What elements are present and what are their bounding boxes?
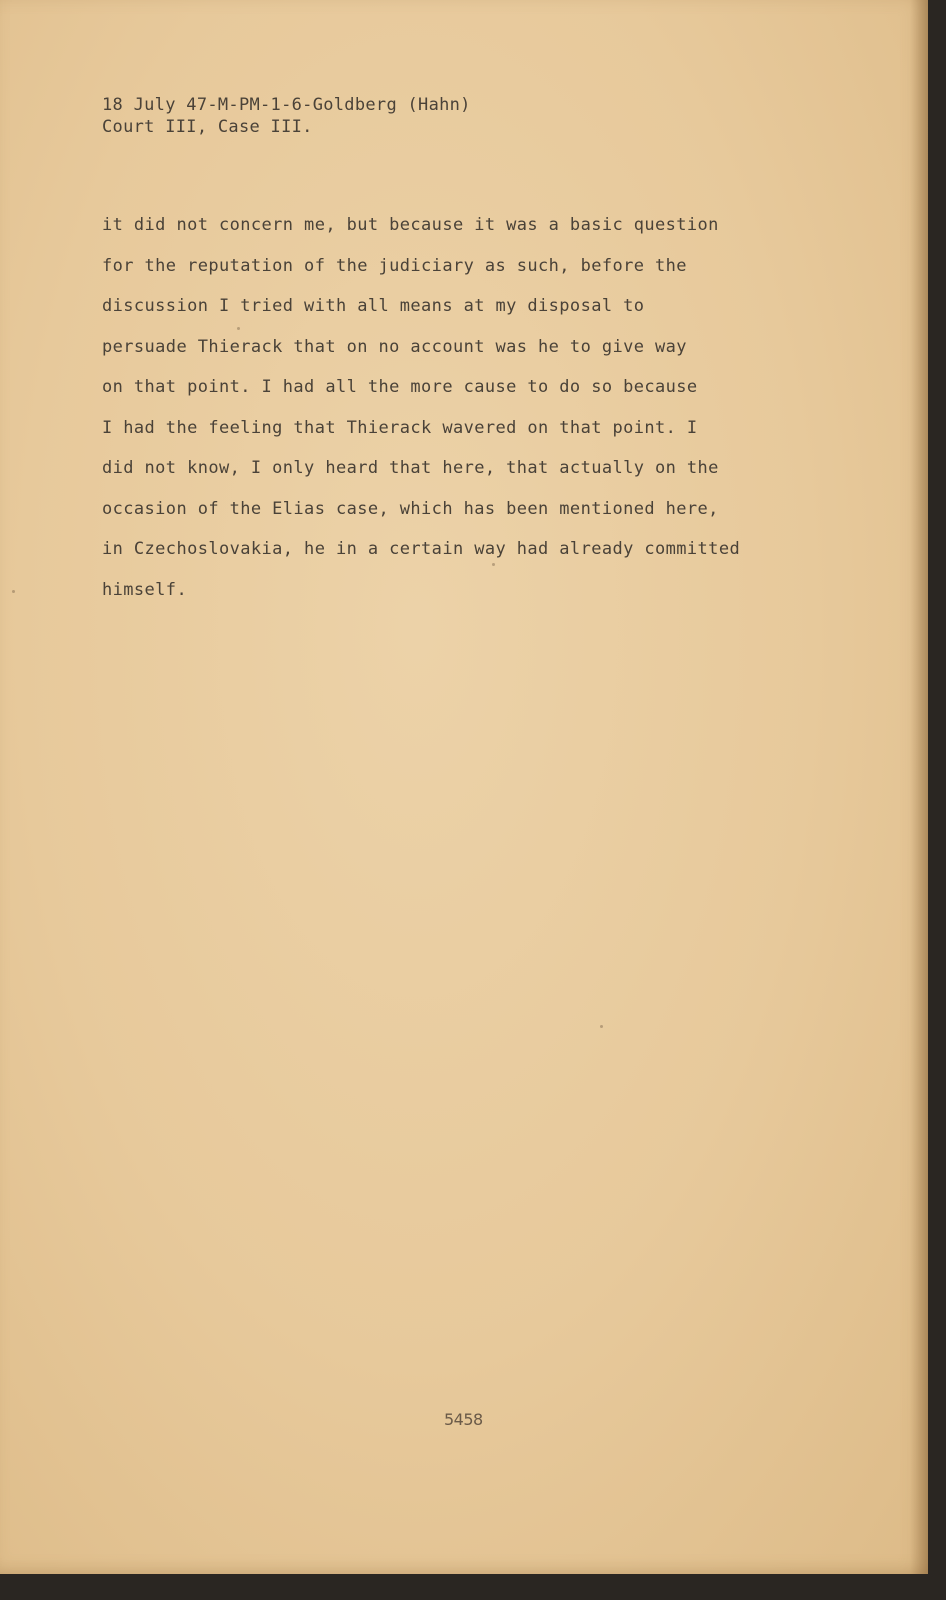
- body-line-7: did not know, I only heard that here, that actually on the: [102, 458, 719, 478]
- page-number: 5458: [444, 1410, 483, 1429]
- body-line-4: persuade Thierack that on no account was he to give way: [102, 336, 687, 357]
- body-line-5: on that point. I had all the more cause to do so because: [102, 377, 698, 397]
- header-line-2: Court III, Case III.: [102, 117, 313, 137]
- body-line-9: in Czechoslovakia, he in a certain way had already committed: [102, 539, 741, 559]
- body-line-10: himself.: [102, 579, 188, 600]
- page-edge-shadow: [910, 0, 928, 1574]
- paper-speck: [600, 1025, 603, 1028]
- transcript-body: [102, 212, 862, 617]
- body-line-2: for the reputation of the judiciary as such, before the: [102, 255, 687, 276]
- paper-speck: [12, 590, 15, 593]
- body-line-3: discussion I tried with all means at my disposal to: [102, 296, 645, 316]
- header-line-1: 18 July 47-M-PM-1-6-Goldberg (Hahn): [102, 95, 471, 115]
- body-line-1: it did not concern me, but because it was a basic question: [102, 215, 719, 235]
- paper-speck: [492, 563, 495, 566]
- body-line-6: I had the feeling that Thierack wavered on that point. I: [102, 417, 698, 438]
- document-header: [102, 94, 471, 138]
- paper-speck: [237, 327, 240, 330]
- body-line-8: occasion of the Elias case, which has been mentioned here,: [102, 498, 719, 519]
